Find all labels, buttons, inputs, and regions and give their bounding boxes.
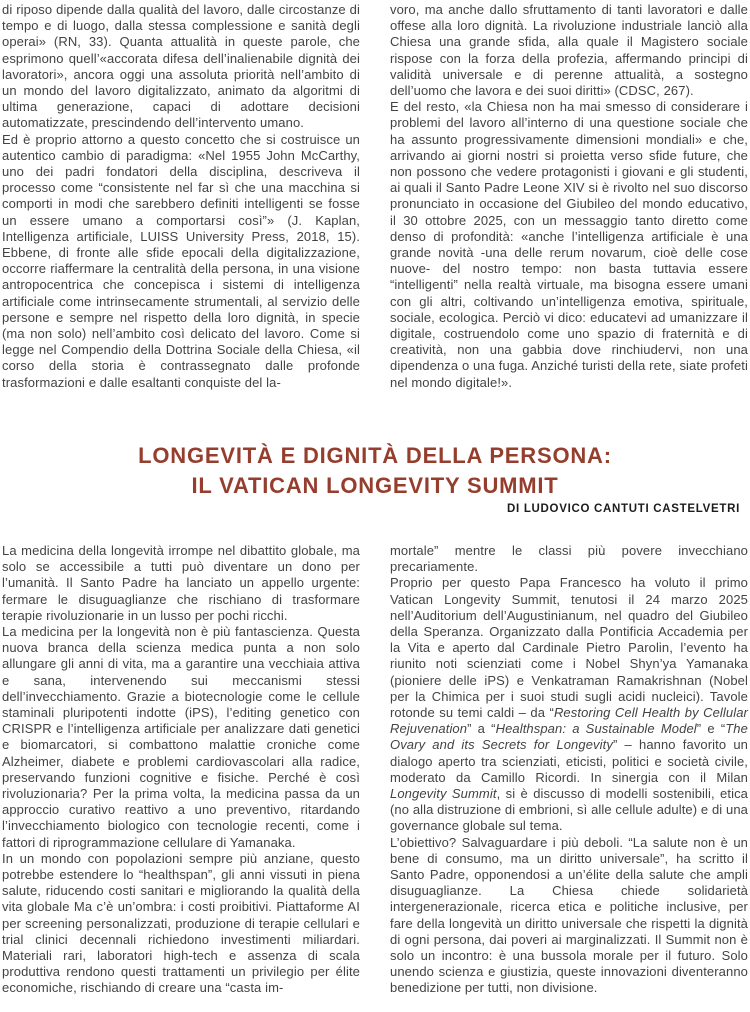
article2-headline — [0, 441, 750, 501]
paragraph: mortale” mentre le classi più povere invecchiano precariamente. — [390, 543, 748, 575]
byline: DI LUDOVICO CANTUTI CASTELVETRI — [507, 503, 740, 515]
article2-right-column — [390, 543, 748, 997]
paragraph: Ed è proprio attorno a questo concetto che si costruisce un autentico cambio di paradigma: «Nel 1955 John McCarthy, uno dei padri fondatori della disciplina, descriveva il processo come “consistente nel far sì che una macchina si comporti in modi che sarebbero definiti intelligenti se fosse un essere umano a comportarsi così”» (J. Kaplan, Intelligenza artificiale, LUISS University Press, 2018, 15). Ebbene, di fronte alle sfide epocali della digitalizzazione, occorre riaffermare la centralità della persona, in una visione antropocentrica che concepisca i sistemi di intelligenza artificiale come intrinsecamente strumentali, al servizio delle persone e sempre nel rispetto della loro dignità, in specie (ma non solo) nell’ambito così delicato del lavoro. Come si legge nel Compendio della Dottrina Sociale della Chiesa, «il corso della storia è contrassegnato dalle profonde trasformazioni e dalle esaltanti conquiste del la- — [2, 131, 360, 390]
paragraph: In un mondo con popolazioni sempre più anziane, questo potrebbe estendere lo “healthspan”, gli anni vissuti in piena salute, riducendo costi sanitari e migliorando la qualità della vita globale Ma c’è un’ombra: i costi proibitivi. Piattaforme AI per screening personalizzati, produzione di terapie cellulari e trial clinici decennali richiedono investimenti miliardari. Materiali rari, laboratori high-tech e assenza di scala produttiva rendono questi trattamenti un privilegio per élite economiche, rischiando di creare una “casta im- — [2, 850, 360, 996]
paragraph: di riposo dipende dalla qualità del lavoro, dalle circostanze di tempo e di luogo, dalla stessa complessione e sanità degli operai» (RN, 33). Quanta attualità in queste parole, che esprimono quell’«accorata difesa dell’inalienabile dignità dei lavoratori», ancora oggi una assoluta priorità nell’ambito di un mondo del lavoro digitalizzato, animato da algoritmi di ultima generazione, capaci di adottare decisioni automatizzate, prescindendo dell’intervento umano. — [2, 2, 360, 131]
paragraph: voro, ma anche dallo sfruttamento di tanti lavoratori e dalle offese alla loro dignità. La rivoluzione industriale lanciò alla Chiesa una grande sfida, alla quale il Magistero sociale rispose con la forza della profezia, affermando principi di validità universale e di perenne attualità, a sostegno dell’uomo che lavora e dei suoi diritti» (CDSC, 267). — [390, 2, 748, 99]
paragraph: La medicina della longevità irrompe nel dibattito globale, ma solo se accessibile a tutti può diventare un dono per l’umanità. Il Santo Padre ha lanciato un appello urgente: fermare le disuguaglianze che rischiano di trasformare terapie rivoluzionarie in un lusso per pochi ricchi. — [2, 543, 360, 623]
headline-line2: IL VATICAN LONGEVITY SUMMIT — [191, 473, 559, 498]
paragraph: E del resto, «la Chiesa non ha mai smesso di considerare i problemi del lavoro all’interno di una questione sociale che ha assunto progressivamente dimensioni mondiali» e che, arrivando ai giorni nostri si proietta verso sfide future, che non possono che vedere protagonisti i giovani e gli studenti, ai quali il Santo Padre Leone XIV si è rivolto nel suo discorso pronunciato in occasione del Giubileo del mondo educativo, il 30 ottobre 2025, con un messaggio tanto diretto come denso di profondità: «anche l’intelligenza artificiale è una grande novità -una delle rerum novarum, cioè delle cose nuove- del nostro tempo: non basta tuttavia essere “intelligenti” nella realtà virtuale, ma bisogna essere umani con gli altri, coltivando un’intelligenza emotiva, spirituale, sociale, ecologica. Perciò vi dico: educatevi ad umanizzare il digitale, costruendolo come uno spazio di fraternità e di creatività, non una gabbia dove rinchiudervi, non una dipendenza o una fuga. Anziché turisti della rete, siate profeti nel mondo digitale!». — [390, 99, 748, 390]
article2-left-column — [2, 543, 360, 997]
paragraph: L’obiettivo? Salvaguardare i più deboli. “La salute non è un bene di consumo, ma un diritto universale”, ha scritto il Santo Padre, opponendosi a un’élite della salute che ampli disuguaglianze. La Chiesa chiede solidarietà intergenerazionale, ricerca etica e politiche inclusive, per fare della longevità un diritto universale che rispetti la dignità di ogni persona, dai poveri ai marginalizzati. Il Summit non è solo un incontro: è una bussola morale per il futuro. Solo unendo scienza e giustizia, queste innovazioni diventeranno benedizione per tutti, non divisione. — [390, 834, 748, 996]
paragraph: La medicina per la longevità non è più fantascienza. Questa nuova branca della scienza medica punta a non solo allungare gli anni di vita, ma a garantire una vecchiaia attiva e sana, intervenendo sui meccanismi stessi dell’invecchiamento. Grazie a biotecnologie come le cellule staminali pluripotenti indotte (iPS), l’editing genetico con CRISPR e l’intelligenza artificiale per analizzare dati genetici e biomarcatori, si combattono malattie croniche come Alzheimer, diabete e problemi cardiovascolari alla radice, preservando funzioni cognitive e fisiche. Perché è così rivoluzionaria? Per la prima volta, la medicina passa da un approccio curativo reattivo a uno preventivo, ritardando l’invecchiamento biologico con tecnologie recenti, come i fattori di riprogrammazione cellulare di Yamanaka. — [2, 624, 360, 850]
article1-right-column — [390, 2, 748, 391]
paragraph: Proprio per questo Papa Francesco ha voluto il primo Vatican Longevity Summit, tenutosi il 24 marzo 2025 nell’Auditorium dell’Augustinianum, nel quadro del Giubileo della Speranza. Organizzato dalla Pontificia Accademia per la Vita e aperto dal Cardinale Pietro Parolin, l’evento ha riunito noti scienziati come i Nobel Shyn’ya Yamanaka (pioniere delle iPS) e Venkatraman Ramakrishnan (Nobel per la Chimica per i suoi studi sugli acidi nucleici). Tavole rotonde su temi caldi – da “Restoring Cell Health by Cellular Rejuvenation” a “Healthspan: a Sustainable Model” e “The Ovary and its Secrets for Longevity” – hanno favorito un dialogo aperto tra scienziati, eticisti, politici e società civile, moderato da Camillo Ricordi. In sinergia con il Milan Longevity Summit, si è discusso di modelli sostenibili, etica (no alla distruzione di embrioni, sì alle cellule adulte) e di una governance globale sul tema. — [390, 575, 749, 834]
headline-line1: LONGEVITÀ E DIGNITÀ DELLA PERSONA: — [138, 443, 612, 468]
article1-left-column — [2, 2, 360, 391]
